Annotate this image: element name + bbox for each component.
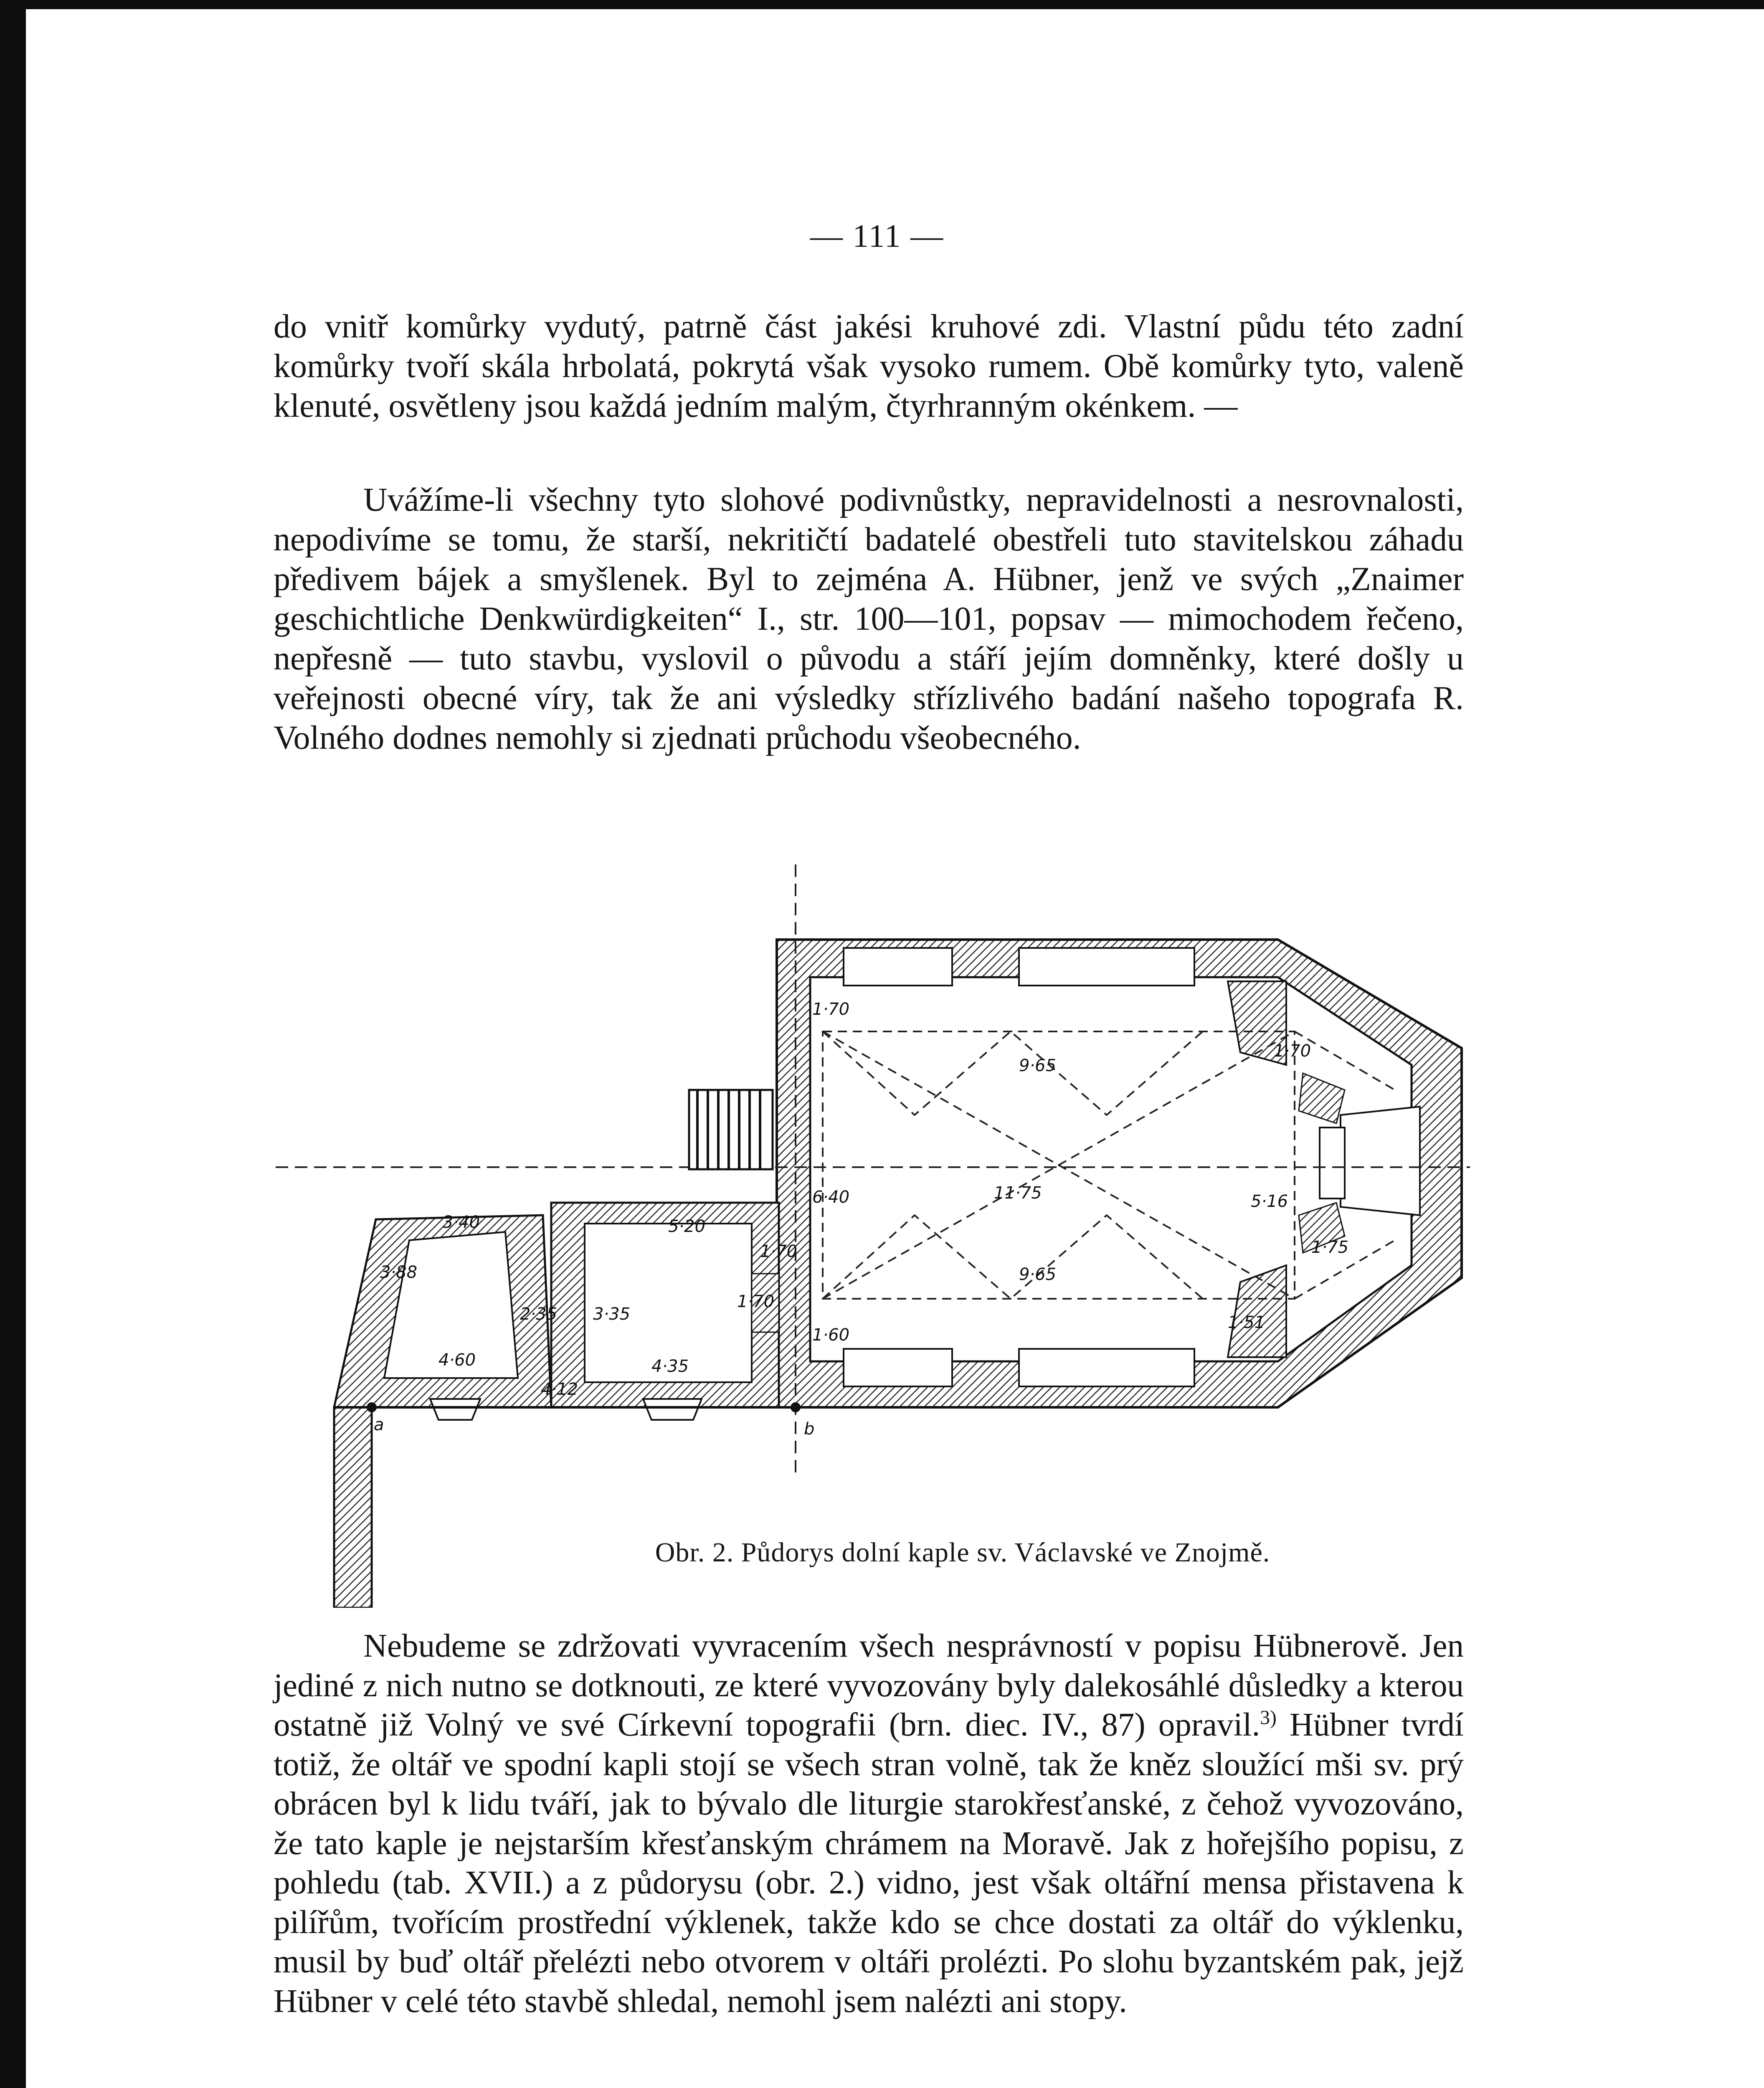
floor-plan-figure [267,856,1478,1608]
paragraph-1: do vnitř komůrky vydutý, patrně část jakési kruhové zdi. Vlastní půdu této zadní komůrky tvoří skála hrbolatá, pokrytá však vysoko rumem. Obě komůrky tyto, valeně klenuté, osvětleny jsou každá jedním malým, čtyrhranným okénkem. — [274,308,1464,424]
dim-room-mid-width: 5·20 [668,1217,706,1236]
label-a: a [374,1415,384,1434]
scan-edge-top [26,0,1764,9]
paragraph-3 [274,1627,1464,2021]
paragraph-2: Uvážíme-li všechny tyto slohové podivnůstky, nepravidelnosti a nesrovnalosti, nepodivíme se tomu, že starší, nekritičtí badatelé obestřeli tuto stavitelskou záhadu předivem bájek a smyšlenek. Byl to zejména A. Hübner, jenž ve svých „Znaimer geschichtliche Denkwürdigkeiten“ I., str. 100—101, popsav — mimochodem řečeno, nepřesně — tuto stavbu, vyslovil o původu a stáří jejím domněnky, které došly u veřejnosti obecné víry, tak že ani výsledky střízlivého badání našeho topografa R. Volného dodnes nemohly si zjednati průchodu všeobecného. [274,481,1464,756]
dim-wall-small: 4·12 [541,1380,578,1399]
label-b: b [804,1419,815,1439]
dim-room-left-width: 4·60 [438,1351,476,1370]
altar-niche [1341,1107,1420,1215]
altar-mensa [1320,1128,1345,1199]
dim-nave-width: 6·40 [812,1188,850,1207]
niche-bottom-left [844,1349,952,1386]
figure-caption: Obr. 2. Půdorys dolní kaple sv. Václavské ve Znojmě. [655,1537,1270,1568]
dim-apse-width: 5·16 [1251,1192,1288,1211]
dim-room-left-diag: 3·88 [380,1263,418,1282]
page-number: — 111 — [810,218,944,254]
niche-bottom-right [1019,1349,1194,1386]
dim-room-mid-side: 3·35 [593,1305,631,1324]
paragraph-3-part-1: Nebudeme se zdržovati vyvracením všech nesprávností v popisu Hübnerově. Jen jediné z nich nutno se dotknouti, ze které vyvozovány byly dalekosáhlé důsledky a kterou ostatně již Volný ve své Církevní topografii (brn. diec. IV., 87) opravil. [274,1628,1464,1743]
dim-room-mid-depth: 4·35 [651,1357,689,1376]
dim-mid-bottom: 1·70 [737,1292,775,1311]
left-room-window [430,1399,480,1420]
staircase [689,1090,773,1169]
dim-apse-side-top: 1·70 [1274,1041,1311,1061]
floor-plan-drawing [267,856,1478,1608]
niche-top-right [1019,948,1194,986]
dim-nave-bottom: 9·65 [1019,1265,1057,1284]
paragraph-3-part-2: Hübner tvrdí totiž, že oltář ve spodní kapli stojí se všech stran volně, tak že kněz sloužící mši sv. prý obrácen byl k lidu tváří, jak to bývalo dle liturgie starokřesťanské, z čehož vyvozováno, že tato kaple je nejstarším křesťanským chrámem na Moravě. Jak z hořejšího popisu, z pohledu (tab. XVII.) a z půdorysu (obr. 2.) vidno, jest však oltářní mensa přistavena k pilířům, tvořícím prostřední výklenek, takže kdo se chce dostati za oltář do výklenku, musil by buď oltář přelézti nebo otvorem v oltáři prolézti. Po slohu byzantském pak, jejž Hübner v celé této stavbě shledal, nemohl jsem nalézti ani stopy. [274,1707,1464,2020]
dim-apse-side-bottom: 1·75 [1311,1238,1349,1257]
point-a-marker [367,1402,377,1412]
dim-diagonal: 11·75 [994,1183,1042,1203]
dim-mid-top: 1·70 [760,1242,798,1261]
dim-pier-bottom: 1·60 [812,1325,850,1345]
lower-wall [334,1407,372,1608]
footnote-ref: 3) [1260,1707,1277,1729]
dim-room-left-top: 3·40 [443,1213,480,1232]
dim-apse-pier: 1·51 [1228,1313,1265,1332]
middle-room-window [643,1399,702,1420]
scan-edge-left [0,0,26,2088]
point-b-marker [791,1402,801,1412]
dim-nave-top: 9·65 [1019,1056,1057,1075]
dim-room-left-side: 2·35 [520,1305,558,1324]
niche-top-left [844,948,952,986]
dim-pier-top: 1·70 [812,1000,850,1019]
